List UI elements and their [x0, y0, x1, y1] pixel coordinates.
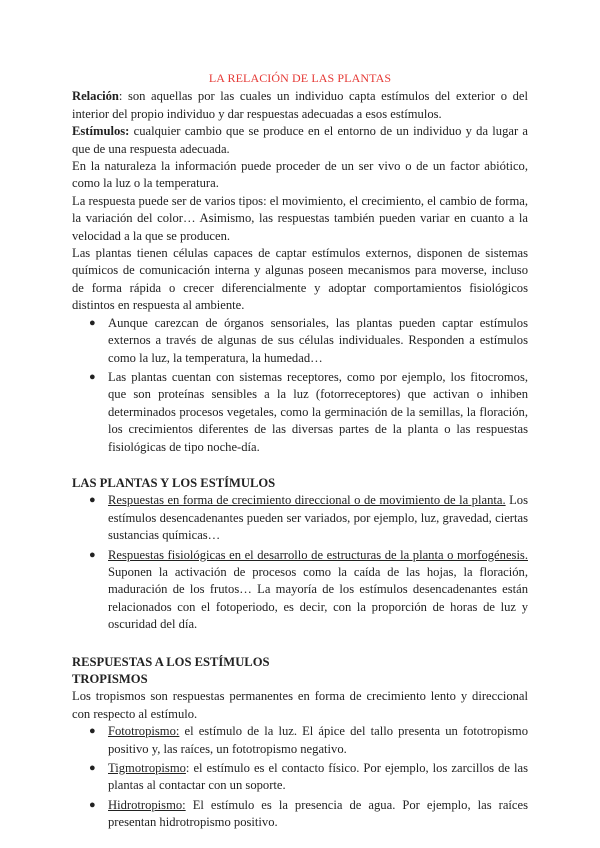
text-estimulos: cualquier cambio que se produce en el entorno de un individuo y da lugar a que de una respuesta adecuada. — [72, 124, 528, 156]
intro-bullet-list — [72, 315, 528, 456]
list-item-text: Aunque carezcan de órganos sensoriales, las plantas pueden captar estímulos externos a través de algunas de sus células individuales. Responden a estímulos como la luz, la temperatura, la humedad… — [108, 315, 528, 365]
section2-bullet-list — [72, 492, 528, 633]
list-item — [72, 369, 528, 456]
definition-estimulos — [72, 123, 528, 158]
list-item-text: Los estímulos desencadenantes pueden ser variados, por ejemplo, luz, gravedad, ciertas sustancias químicas… — [108, 493, 528, 543]
list-item-text: el estímulo de la luz. El ápice del tallo presenta un fototropismo positivo y, las raíces, un fototropismo negativo. — [108, 724, 528, 756]
section-heading-respuestas: RESPUESTAS A LOS ESTÍMULOS — [72, 654, 270, 669]
definition-relacion — [72, 88, 528, 123]
document-page — [72, 70, 528, 834]
bullet-icon: ● — [89, 762, 96, 775]
paragraph-tropismos: Los tropismos son respuestas permanentes en forma de crecimiento lento y direccional con respecto al estímulo. — [72, 689, 528, 721]
list-item-text: El estímulo es la presencia de agua. Por ejemplo, las raíces presentan hidrotropismo positivo. — [108, 797, 528, 830]
document-title: LA RELACIÓN DE LAS PLANTAS — [208, 71, 392, 85]
paragraph-plantas: Las plantas tienen células capaces de captar estímulos externos, disponen de sistemas químicos de comunicación interna y algunas poseen mecanismos para moverse, incluso de forma rápida o crecer diferencialmente y adoptar comportamientos fisiológicos distintos en respuesta al ambiente. — [72, 246, 528, 313]
list-item — [72, 547, 528, 634]
section3-bullet-list — [72, 723, 528, 831]
list-item-text: Suponen la activación de procesos como la caída de las hojas, la floración, maduración de los frutos… La mayoría de los estímulos desencadenantes están relacionados con el fotoperiodo, es decir, con la proporción de horas de luz y oscuridad del día. — [108, 564, 528, 632]
section-heading-estimulos: LAS PLANTAS Y LOS ESTÍMULOS — [72, 475, 276, 490]
term-relacion: Relación — [72, 89, 119, 104]
list-item — [72, 797, 528, 832]
underlined-term: Hidrotropismo: — [108, 797, 186, 812]
bullet-icon: ● — [89, 798, 96, 811]
list-item — [72, 760, 528, 795]
bullet-icon: ● — [89, 316, 96, 329]
bullet-icon: ● — [89, 370, 96, 383]
list-item-text: : el estímulo es el contacto físico. Por ejemplo, los zarcillos de las plantas al contactar con un soporte. — [108, 761, 528, 793]
text-relacion: : son aquellas por las cuales un individuo capta estímulos del exterior o del interior del propio individuo y dar respuestas adecuadas a esos estímulos. — [72, 89, 528, 121]
list-item — [72, 492, 528, 544]
underlined-term: Fototropismo: — [108, 724, 180, 739]
underlined-term: Tigmotropismo — [108, 761, 186, 776]
bullet-icon: ● — [89, 548, 96, 561]
bullet-icon: ● — [89, 494, 96, 507]
bullet-icon: ● — [89, 725, 96, 738]
subheading-tropismos: TROPISMOS — [72, 672, 148, 686]
list-item — [72, 315, 528, 367]
paragraph-respuesta: La respuesta puede ser de varios tipos: el movimiento, el crecimiento, el cambio de forma, la variación del color… Asimismo, las respuestas también pueden variar en cuanto a la velocidad a la que se producen. — [72, 193, 528, 243]
list-item-text: Las plantas cuentan con sistemas receptores, como por ejemplo, los fitocromos, que son proteínas sensibles a la luz (fotorreceptores) que activan o inhiben determinados procesos vegetales, como la germinación de la semillas, la floración, los crecimientos diferentes de las diversas partes de la planta o las respuestas fisiológicas de tipo noche-día. — [108, 369, 528, 454]
underlined-term: Respuestas fisiológicas en el desarrollo de estructuras de la planta o morfogénesis. — [108, 547, 528, 562]
paragraph-naturaleza: En la naturaleza la información puede proceder de un ser vivo o de un factor abiótico, como la luz o la temperatura. — [72, 159, 528, 191]
list-item — [72, 723, 528, 758]
term-estimulos: Estímulos: — [72, 124, 130, 139]
underlined-term: Respuestas en forma de crecimiento direccional o de movimiento de la planta. — [108, 493, 506, 508]
